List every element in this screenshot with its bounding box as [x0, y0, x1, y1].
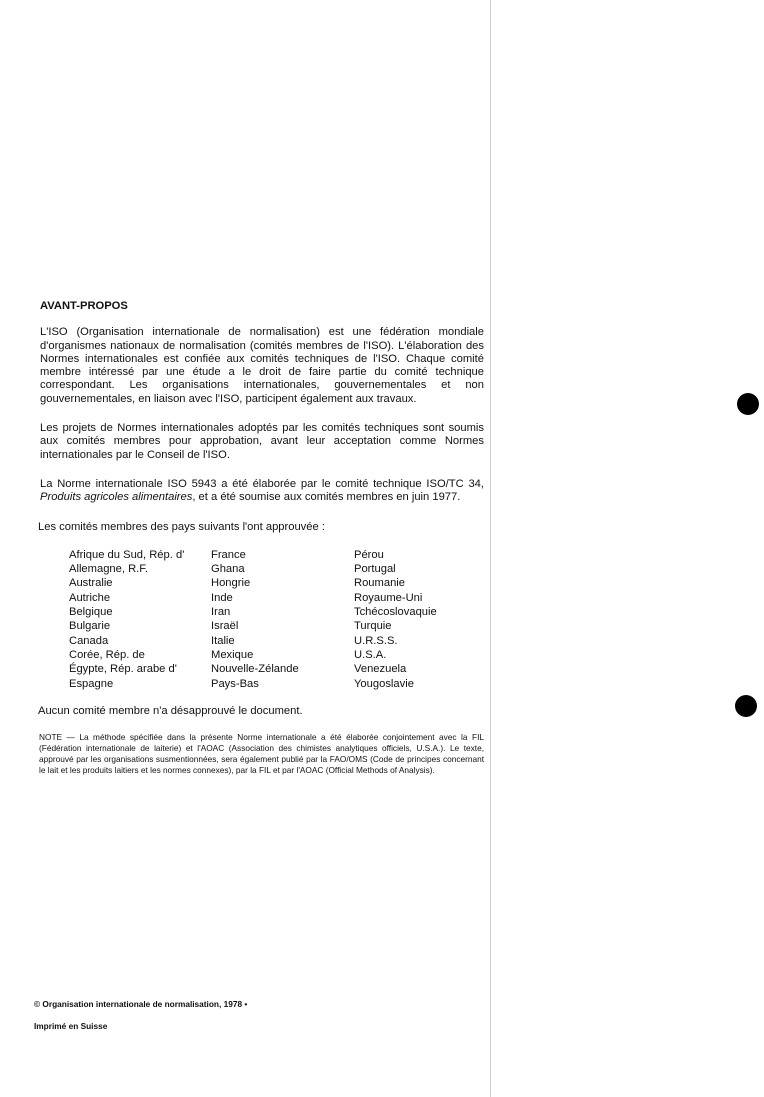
- country-item: U.R.S.S.: [354, 634, 398, 647]
- country-item: Autriche: [69, 591, 111, 604]
- printed-in-line: Imprimé en Suisse: [34, 1021, 108, 1031]
- page-divider: [490, 0, 491, 1097]
- country-item: Nouvelle-Zélande: [211, 663, 299, 676]
- country-item: Italie: [211, 634, 235, 647]
- country-item: Yougoslavie: [354, 677, 414, 690]
- country-column-3: [354, 548, 474, 691]
- paragraph-standard-origin-start: La Norme internationale ISO 5943 a été élaborée par le comité technique ISO/TC 34,: [40, 477, 484, 490]
- country-item: France: [211, 548, 246, 561]
- country-item: Égypte, Rép. arabe d': [69, 663, 177, 676]
- copyright-line: © Organisation internationale de normalisation, 1978 •: [34, 999, 248, 1009]
- disapproval-statement: Aucun comité membre n'a désapprouvé le document.: [38, 704, 303, 717]
- country-item: Royaume-Uni: [354, 591, 423, 604]
- country-item: Canada: [69, 634, 109, 647]
- country-item: Corée, Rép. de: [69, 648, 145, 661]
- country-item: Hongrie: [211, 577, 251, 590]
- country-item: Inde: [211, 591, 233, 604]
- country-item: Belgique: [69, 606, 113, 619]
- country-list: [69, 548, 484, 691]
- country-item: Iran: [211, 606, 231, 619]
- country-item: Afrique du Sud, Rép. d': [69, 548, 185, 561]
- country-item: Ghana: [211, 563, 245, 576]
- punch-hole-bottom: [735, 695, 757, 717]
- country-item: Israël: [211, 620, 239, 633]
- country-column-1: [69, 548, 211, 691]
- country-item: Allemagne, R.F.: [69, 563, 148, 576]
- country-item: U.S.A.: [354, 648, 387, 661]
- paragraph-standard-origin-end: , et a été soumise aux comités membres en juin 1977.: [192, 491, 461, 504]
- country-item: Venezuela: [354, 663, 407, 676]
- country-item: Portugal: [354, 563, 396, 576]
- country-item: Tchécoslovaquie: [354, 606, 437, 619]
- country-item: Australie: [69, 577, 113, 590]
- country-item: Roumanie: [354, 577, 405, 590]
- country-item: Bulgarie: [69, 620, 111, 633]
- foreword-heading: AVANT-PROPOS: [40, 300, 128, 312]
- country-item: Espagne: [69, 677, 114, 690]
- paragraph-standard-origin: [40, 478, 484, 505]
- country-item: Mexique: [211, 648, 254, 661]
- approval-intro: Les comités membres des pays suivants l'ont approuvée :: [38, 520, 325, 533]
- country-item: Pays-Bas: [211, 677, 259, 690]
- punch-hole-top: [737, 393, 759, 415]
- paragraph-drafts: Les projets de Normes internationales adoptés par les comités techniques sont soumis aux comités membres pour approbation, avant leur acceptation comme Normes internationales par le Conseil de l'ISO.: [40, 422, 484, 461]
- note-paragraph: NOTE — La méthode spécifiée dans la présente Norme internationale a été élaborée conjointement avec la FIL (Fédération internationale de laiterie) et l'AOAC (Association des chimistes analytiques officiels, U.S.A.). Le texte, approuvé par les organisations susmentionnées, sera également publié par la FAO/OMS (Code de principes concernant le lait et les produits laitiers et les normes connexes), par la FIL et par l'AOAC (Official Methods of Analysis).: [39, 732, 484, 776]
- foreword-section: [38, 300, 484, 784]
- paragraph-iso-intro: L'ISO (Organisation internationale de normalisation) est une fédération mondiale d'organismes nationaux de normalisation (comités membres de l'ISO). L'élaboration des Normes internationales est confiée aux comités techniques de l'ISO. Chaque comité membre intéressé par une étude a le droit de faire partie du comité technique correspondant. Les organisations internationales, gouvernementales et non gouvernementales, en liaison avec l'ISO, participent également aux travaux.: [40, 326, 484, 405]
- committee-title: Produits agricoles alimentaires: [40, 491, 193, 504]
- country-column-2: [211, 548, 354, 691]
- country-item: Pérou: [354, 548, 384, 561]
- country-item: Turquie: [354, 620, 392, 633]
